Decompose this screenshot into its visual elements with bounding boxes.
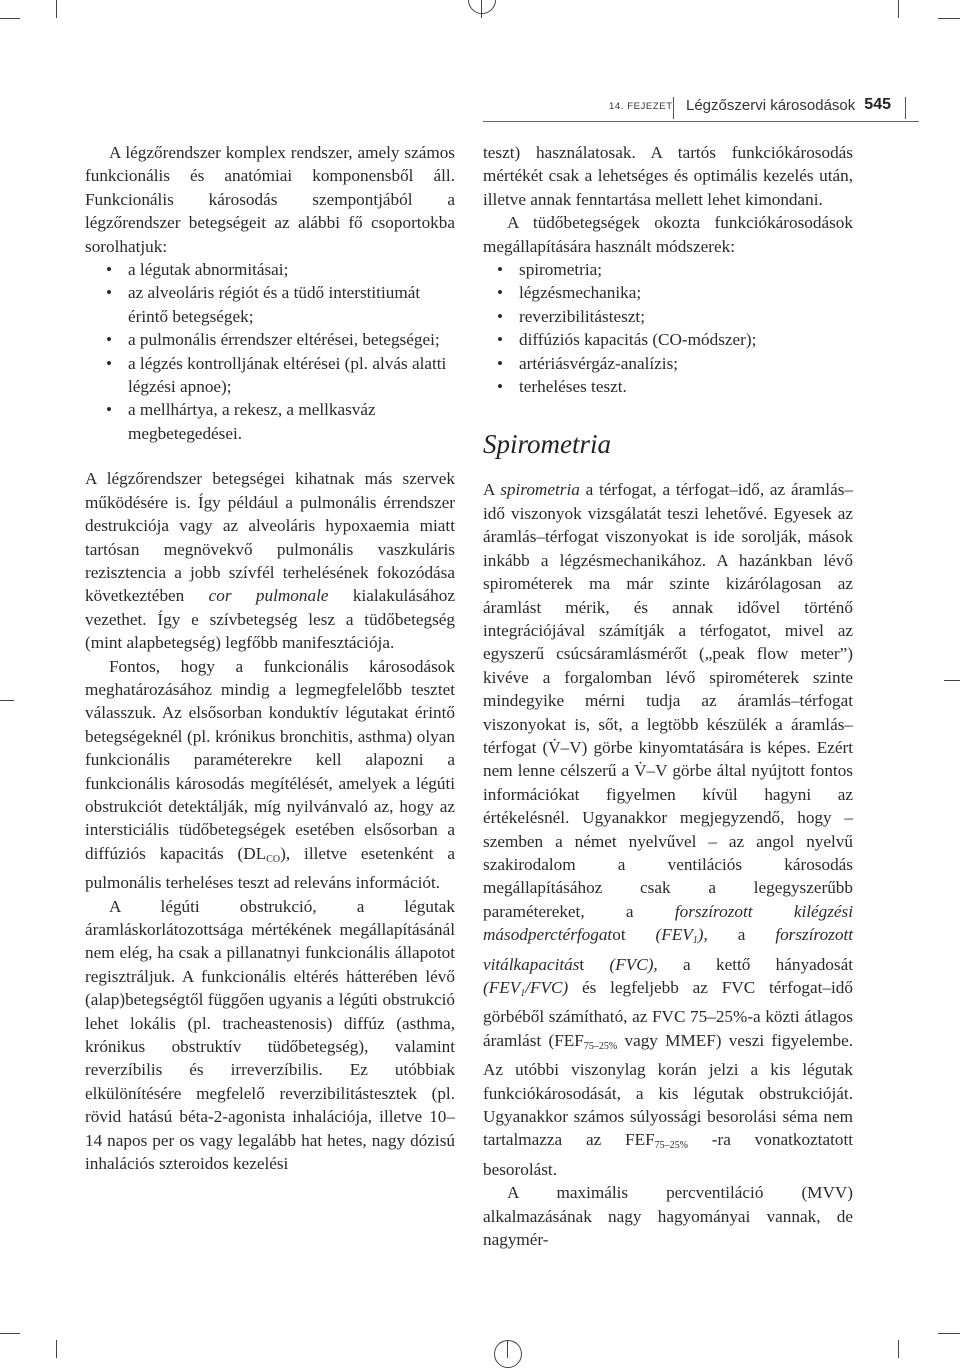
italic-term: (FVC), [609,954,658,974]
text-run: t [579,954,585,974]
crop-mark [56,1340,57,1358]
paragraph [85,655,455,895]
list-item: • terheléses teszt. [483,375,853,398]
text-run: kialakulásához vezethet. Így e szívbetegség lesz a tüdőbetegség (mint alapbetegség) legfőbb manifesztációja. [85,586,455,653]
list-item: • a légzés kontrolljának eltérései (pl. alvás alatti légzési apnoe); [85,352,455,399]
paragraph: teszt) használatosak. A tartós funkciókárosodás mértékét csak a lehetséges és optimális kezelés után, illetve annak fenntartása mellett lehet kimondani. [483,143,853,209]
right-column [483,141,853,1251]
header-divider [905,97,906,119]
text-run: ), illetve esetenként a pulmonális terheléses teszt ad releváns információt. [85,843,455,893]
paragraph: A tüdőbetegségek okozta funkciókárosodások megállapítására használt módszerek: [483,213,853,256]
list-item: • az alveoláris régiót és a tüdő interstitiumát érintő betegségek; [85,281,455,328]
paragraph: A légzőrendszer komplex rendszer, amely számos funkcionális és anatómiai komponensből áll. Funkcionális károsodás szempontjából a légzőrendszer betegségeit az alábbi fő csoportokba sorolhatjuk: [85,143,455,256]
italic-term: spirometria [500,480,580,500]
text-run: A légzőrendszer betegségei kihatnak más szervek működésére is. Így például a pulmonális érrendszer destrukciója vagy az alveoláris hypoxaemia miatt tartósan megnövekvő pulmonális vaszkuláris rezisztencia a jobb szívfél terhelésének fokozódása következtében [85,469,455,606]
crop-mark [56,0,57,18]
bullet-list [483,258,853,398]
paragraph: A légúti obstrukció, a légutak áramláskorlátozottsága mértékének megállapításánál nem elég, ha csak a pillanatnyi funkcionális állapotot regisztráljuk. A funkcionális eltérés hátterében lévő (alap)betegségtől függően ugyanis a légúti obstrukció lehet lokális (pl. tracheastenosis) diffúz (asthma, krónikus obstruktív tüdőbetegség), valamint reverzíbilis és irreverzíbilis. Ez utóbbiak elkülönítésére megfelelő reverzibilitástesztek (pl. rövid hatású béta-2-agonista inhalációja, illetve 10–14 napos per os vagy legalább hat hetes, nagy dózisú inhalációs szteroidos kezelési [85,896,455,1174]
crop-mark [0,700,14,701]
text-run: ot [612,925,626,945]
text-run: vagy MMEF) veszi figyelembe. Az utóbbi viszonylag korán jelzi a kis légutak funkciókárosodását, a kis légutak obstrukcióját. Ugyanakkor számos súlyossági besorolási séma nem tartalmazza az FEF [483,1030,853,1150]
subscript: 75–25% [654,1140,688,1152]
text-run: a kettő hányadosát [683,954,853,974]
crop-mark [938,1333,960,1334]
header-divider [673,97,674,119]
text-run: Fontos, hogy a funkcionális károsodások meghatározásához mindig a legmegfelelőbb tesztet válasszuk. Az elsősorban konduktív légutakat érintő betegségeknél (pl. krónikus bronchitis, asthma) olyan funkcionális paraméterekre kell alapozni a funkcionális károsodás megítélését, amelyek a légúti obstrukciót detektálják, míg nyilvánvaló az, hogy az intersticiális tüdőbetegségek esetében elsősorban a diffúziós kapacitás (DL [85,656,455,863]
chapter-title: Légzőszervi károsodások [686,97,856,114]
crop-mark [898,1340,899,1358]
crop-mark [481,0,482,18]
page-number: 545 [864,96,891,113]
crop-mark [507,1340,508,1358]
list-item: • artériásvérgáz-analízis; [483,352,853,375]
header-rule [483,121,919,122]
list-item: • a légutak abnormitásai; [85,258,455,281]
crop-mark [0,18,20,19]
subscript: 75–25% [583,1040,618,1052]
text-run: -ra vonatkoztatott besorolást. [483,1130,853,1179]
running-header [483,97,919,119]
list-item: • diffúziós kapacitás (CO-módszer); [483,328,853,351]
left-column [85,141,455,1175]
subscript: 1 [520,988,526,999]
chapter-label: 14. FEJEZET [609,101,673,112]
registration-mark-top [468,0,496,14]
crop-mark [944,680,960,681]
italic-term: forszírozott kilégzési másodperctérfogat [483,901,854,945]
text-run: és legfeljebb az FVC térfogat–idő görbéből számítható, az FVC 75–25%-a közti átlagos áramlást (FEF [483,978,853,1050]
paragraph [85,467,455,654]
italic-term: ), [697,925,708,945]
crop-mark [0,1333,20,1334]
italic-term: forszírozott vitálkapacitás [483,925,853,974]
paragraph: A maximális percventiláció (MVV) alkalmazásának nagy hagyományai vannak, de nagymér- [483,1183,853,1250]
subscript: CO [266,853,281,865]
text-run: a térfogat, a térfogat–idő, az áramlás–idő viszonyok vizsgálatát teszi lehetővé. Egyesek az áramlás–térfogat viszonyokat is ide sorolják, mások inkább a légzésmechanikához. A hazánkban lévő spirométerek ma már szinte kizárólagosan az áramlást mérik, és annak idővel történő integrációjával számítják a térfogatot, mivel az egyszerű csúcsáramlásmérőt („peak flow meter”) kivéve a forgalomban lévő spirométerek szinte mindegyike mérni tudja az áramlás–térfogat viszonyokat is, sőt, a legtöbb készülék a áramlás–térfogat (V̇–V) görbe kinyomtatására is képes. Ezért nem lenne célszerű a V̇–V görbe által nyújtott fontos információkat figyelmen kívül hagyni az értékelésnél. Ugyanakkor megjegyzendő, hogy – szemben a német nyelvűvel – az angol nyelvű szakirodalom a ventilációs károsodás megállapításához csak a legegyszerűbb paramétereket, a [483,480,853,921]
paragraph [483,478,853,1181]
italic-term: (FEV [655,925,693,945]
crop-mark [938,18,960,19]
italic-term: cor pulmonale [208,586,329,606]
list-item: • a pulmonális érrendszer eltérései, betegségei; [85,328,455,351]
italic-term: (FEV [483,978,521,997]
section-heading: Spirometria [483,429,611,460]
list-item: • spirometria; [483,258,853,281]
text-run: A [483,480,495,500]
list-item: • reverzibilitásteszt; [483,305,853,328]
crop-mark [898,0,899,18]
subscript: 1 [692,935,698,947]
text-run: a [737,925,746,945]
list-item: • légzésmechanika; [483,281,853,304]
italic-term: /FVC) [525,978,569,997]
list-item: • a mellhártya, a rekesz, a mellkasváz megbetegedései. [85,398,455,445]
bullet-list [85,258,455,445]
registration-mark-bottom [494,1340,522,1368]
